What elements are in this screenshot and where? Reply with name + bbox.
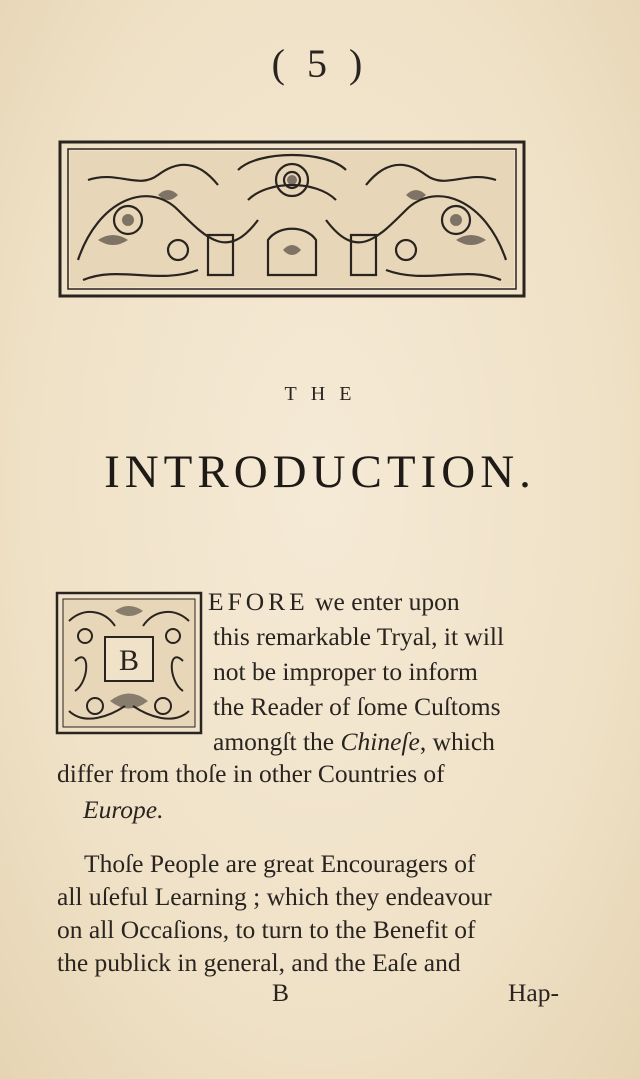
ornamental-headpiece bbox=[58, 140, 526, 298]
text-line: all uſeful Learning ; which they endeavour bbox=[57, 882, 492, 911]
text-line: Thoſe People are great Encouragers of bbox=[84, 849, 476, 878]
initial-letter: B bbox=[118, 644, 140, 677]
text-line: the Reader of ſome Cuſtoms bbox=[213, 692, 501, 721]
heading-the: THE bbox=[284, 383, 366, 405]
text-line: Europe. bbox=[83, 795, 164, 824]
page-number: ( 5 ) bbox=[271, 41, 369, 86]
text-line: this remarkable Tryal, it will bbox=[213, 622, 505, 651]
catchword: Hap- bbox=[508, 978, 559, 1007]
signature-mark: B bbox=[272, 978, 290, 1007]
text-span: , which bbox=[419, 727, 495, 756]
text-line: differ from thoſe in other Countries of bbox=[57, 759, 445, 788]
text-line: on all Occaſions, to turn to the Benefit of bbox=[57, 915, 476, 944]
chapter-title: INTRODUCTION. bbox=[104, 446, 536, 498]
text-span: we enter upon bbox=[308, 587, 460, 616]
text-line bbox=[208, 587, 460, 617]
text-line bbox=[213, 727, 495, 757]
italic-word: Chineſe bbox=[340, 727, 420, 756]
text-line: not be improper to inform bbox=[213, 657, 478, 686]
text-line: the publick in general, and the Eaſe and bbox=[57, 948, 461, 977]
drop-caps-word: EFORE bbox=[208, 587, 309, 616]
text-span: amongſt the bbox=[213, 727, 341, 756]
ornamental-initial bbox=[55, 591, 203, 735]
